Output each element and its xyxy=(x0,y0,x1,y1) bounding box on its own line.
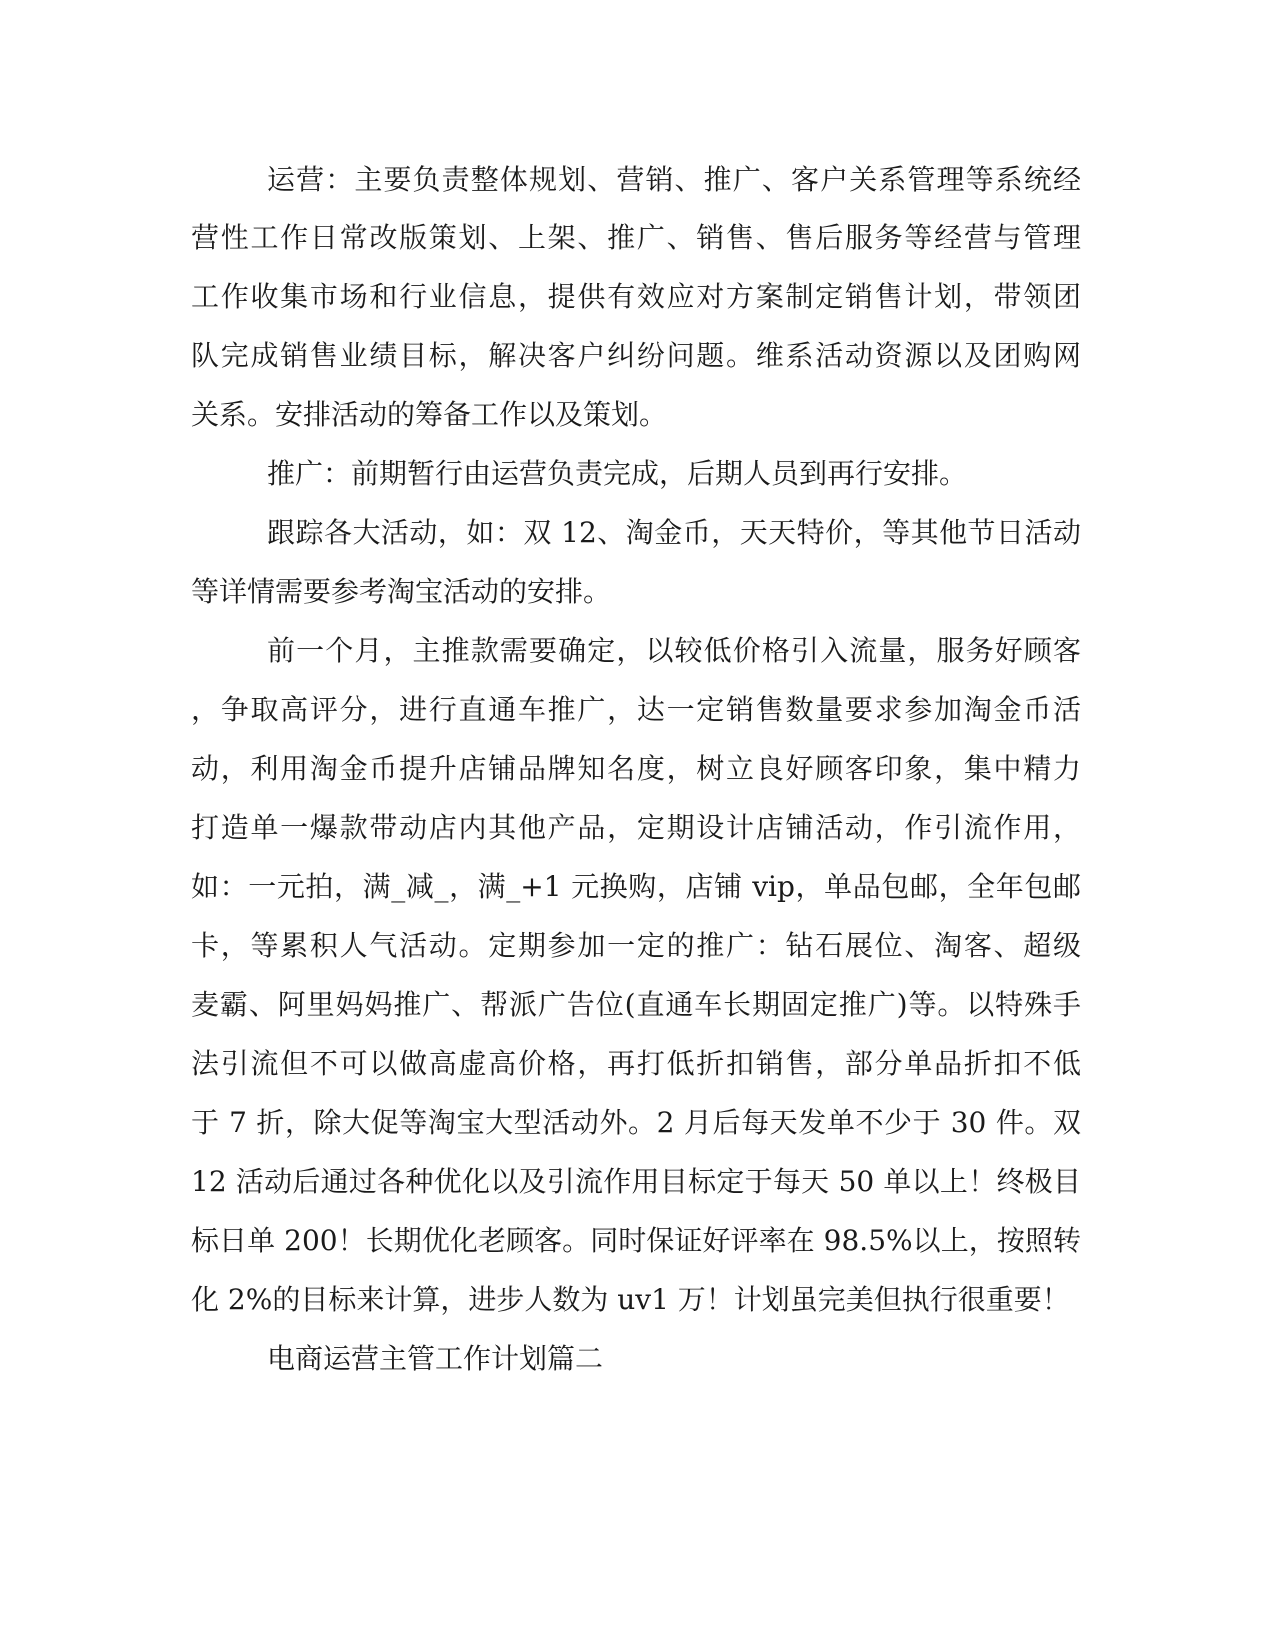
paragraph-line: 推广：前期暂行由运营负责完成，后期人员到再行安排。 xyxy=(267,457,968,490)
paragraph-line: 运营：主要负责整体规划、营销、推广、客户关系管理等系统经 xyxy=(267,163,1081,196)
paragraph-line: 打造单一爆款带动店内其他产品，定期设计店铺活动，作引流作用， xyxy=(191,811,1081,844)
paragraph-line: 关系。安排活动的筹备工作以及策划。 xyxy=(191,398,668,431)
paragraph-line: 法引流但不可以做高虚高价格，再打低折扣销售，部分单品折扣不低 xyxy=(191,1047,1081,1080)
paragraph-line: 工作收集市场和行业信息，提供有效应对方案制定销售计划，带领团 xyxy=(191,280,1081,313)
paragraph-line: 12 活动后通过各种优化以及引流作用目标定于每天 50 单以上！终极目 xyxy=(191,1165,1081,1198)
paragraph-line: 营性工作日常改版策划、上架、推广、销售、售后服务等经营与管理 xyxy=(191,221,1081,254)
paragraph-line: 等详情需要参考淘宝活动的安排。 xyxy=(191,575,612,608)
paragraph-line: ，争取高评分，进行直通车推广，达一定销售数量要求参加淘金币活 xyxy=(191,693,1081,726)
paragraph-line: 队完成销售业绩目标，解决客户纠纷问题。维系活动资源以及团购网 xyxy=(191,339,1081,372)
paragraph-line: 跟踪各大活动，如：双 12、淘金币，天天特价，等其他节日活动 xyxy=(267,516,1081,549)
paragraph-line: 于 7 折，除大促等淘宝大型活动外。2 月后每天发单不少于 30 件。双 xyxy=(191,1106,1081,1139)
paragraph-line: 如：一元拍，满_减_，满_+1 元换购，店铺 vip，单品包邮，全年包邮 xyxy=(191,870,1081,903)
paragraph-line: 卡，等累积人气活动。定期参加一定的推广：钻石展位、淘客、超级 xyxy=(191,929,1081,962)
section-title: 电商运营主管工作计划篇二 xyxy=(267,1342,604,1375)
paragraph-line: 麦霸、阿里妈妈推广、帮派广告位(直通车长期固定推广)等。以特殊手 xyxy=(191,988,1081,1021)
paragraph-line: 动，利用淘金币提升店铺品牌知名度，树立良好顾客印象，集中精力 xyxy=(191,752,1081,785)
paragraph-line: 化 2%的目标来计算，进步人数为 uv1 万！计划虽完美但执行很重要！ xyxy=(191,1283,1070,1316)
paragraph-line: 标日单 200！长期优化老顾客。同时保证好评率在 98.5%以上，按照转 xyxy=(191,1224,1081,1257)
paragraph-line: 前一个月，主推款需要确定，以较低价格引入流量，服务好顾客 xyxy=(267,634,1081,667)
